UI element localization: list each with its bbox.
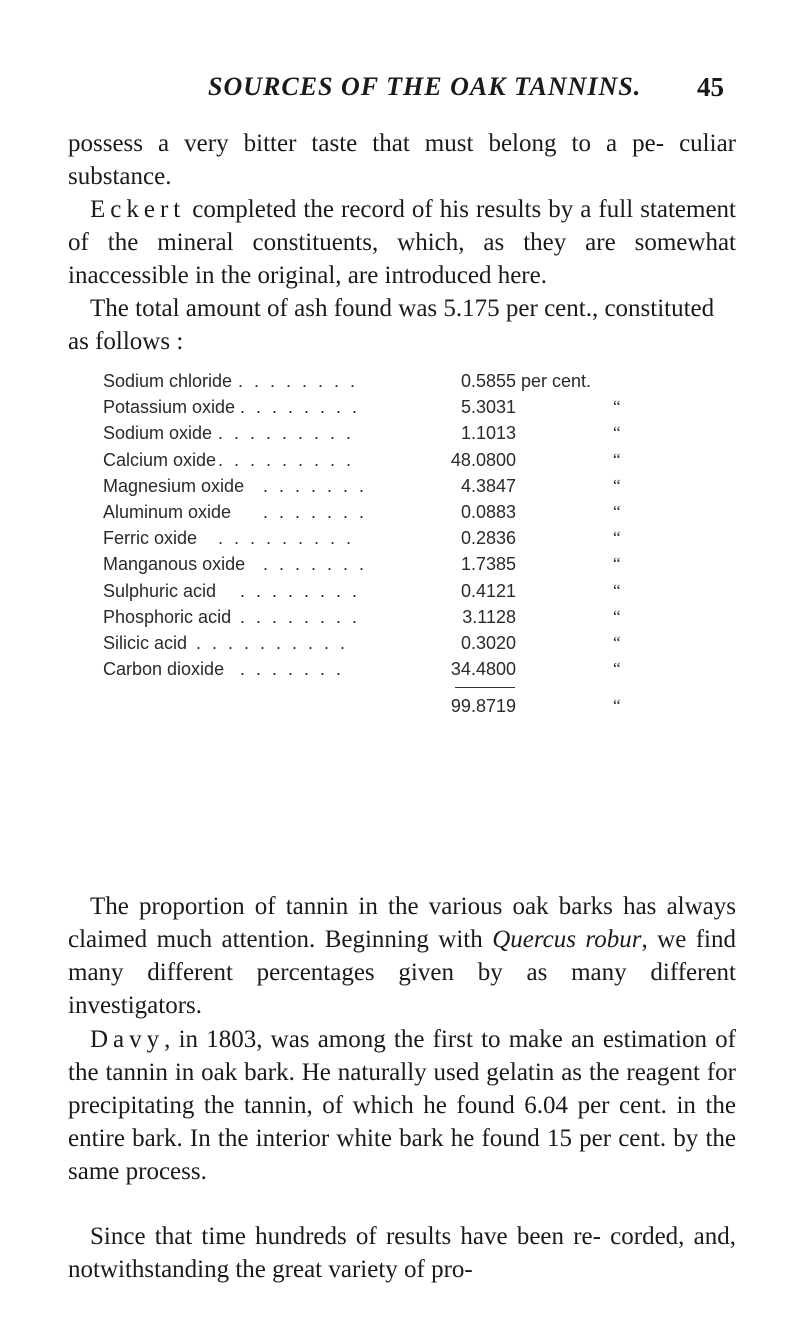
- total-value: 99.8719: [450, 696, 516, 716]
- dot-leader: . . . . . . .: [263, 475, 368, 496]
- unit-label: per cent.: [521, 371, 592, 391]
- dot-leader: . . . . . . . . .: [218, 449, 355, 470]
- table-row: [103, 371, 743, 397]
- ditto-mark: “: [613, 449, 621, 469]
- constituent-value: 5.3031: [460, 397, 516, 418]
- page-number: 45: [697, 72, 724, 102]
- table-row: [103, 659, 743, 685]
- table-row: [103, 633, 743, 659]
- dot-leader: . . . . . . . . .: [218, 423, 355, 444]
- table-row: [103, 528, 743, 554]
- author-name-davy: Davy: [90, 1026, 165, 1053]
- ash-constituents-table: [103, 371, 743, 716]
- ditto-mark: “: [613, 606, 621, 626]
- ditto-mark: “: [613, 659, 621, 679]
- constituent-value: 48.0800: [450, 449, 516, 470]
- table-row: [103, 581, 743, 607]
- constituent-name: Manganous oxide: [103, 554, 246, 575]
- total-row: [103, 696, 743, 722]
- ditto-mark: “: [613, 696, 621, 715]
- page-header: [0, 72, 800, 112]
- ditto-mark: “: [613, 475, 621, 495]
- constituent-value: 0.0883: [460, 501, 516, 522]
- dot-leader: . . . . . . . .: [240, 397, 361, 418]
- table-row: [103, 607, 743, 633]
- table-row: [103, 450, 743, 476]
- paragraph-since-that-time: Since that time hundreds of results have been re- corded, and, notwithstanding the great variety of pro-: [68, 1223, 736, 1283]
- constituent-value: 0.3020: [460, 632, 516, 653]
- running-title: SOURCES OF THE OAK TANNINS.: [208, 72, 642, 101]
- table-row: [103, 502, 743, 528]
- ditto-mark: “: [613, 632, 621, 652]
- constituent-value: 0.5855: [460, 371, 516, 391]
- ditto-mark: “: [613, 501, 621, 521]
- constituent-value: 34.4800: [450, 659, 516, 680]
- paragraph-tannin-proportion: [68, 890, 736, 1022]
- paragraph-davy: [68, 1023, 736, 1188]
- constituent-value: 4.3847: [460, 475, 516, 496]
- constituent-value: 0.2836: [460, 528, 516, 549]
- dot-leader: . . . . . . .: [263, 501, 368, 522]
- paragraph-davy-text: , in 1803, was among the first to make an estimation of the tannin in oak bark. He naturally used gelatin as the reagent for precipitating the tannin, of which he found 6.04 per cent. in the entire bark. In the interior white bark he found 15 per cent. by the same process.: [68, 1026, 736, 1185]
- table-row: [103, 476, 743, 502]
- table-row: [103, 397, 743, 423]
- constituent-name: Phosphoric acid: [103, 606, 232, 627]
- ditto-mark: “: [613, 528, 621, 548]
- dot-leader: . . . . . . .: [263, 554, 368, 575]
- table-row: [103, 554, 743, 580]
- paragraph-bitter-taste: possess a very bitter taste that must belong to a pe- culiar substance.: [68, 130, 736, 190]
- constituent-value: 0.4121: [460, 580, 516, 601]
- paragraph-text: , we find many different percentages given by as many different investigators.: [68, 926, 736, 1019]
- author-name-eckert: Eckert: [90, 196, 186, 223]
- paragraph-text: The proportion of tannin in the various oak barks has always claimed much attention. Beginning with: [68, 893, 736, 953]
- constituent-name: Sulphuric acid: [103, 580, 217, 601]
- dot-leader: . . . . . . . . . .: [196, 632, 349, 653]
- table-row: [103, 423, 743, 449]
- dot-leader: . . . . . . . . .: [218, 528, 355, 549]
- paragraph-eckert-text: completed the record of his results by a full statement of the mineral constituents, which, as they are somewhat inaccessible in the original, are introduced here.: [68, 196, 736, 289]
- constituent-name: Calcium oxide: [103, 449, 217, 470]
- ditto-mark: “: [613, 397, 621, 417]
- constituent-name: Magnesium oxide: [103, 475, 245, 496]
- constituent-value: 3.1128: [462, 606, 516, 627]
- paragraph-total-ash: The total amount of ash found was 5.175 per cent., constituted as follows :: [68, 295, 715, 355]
- dot-leader: . . . . . . .: [240, 659, 345, 680]
- dot-leader: . . . . . . . .: [240, 580, 361, 601]
- constituent-value: 1.1013: [460, 423, 516, 444]
- ditto-mark: “: [613, 580, 621, 600]
- constituent-name: Sodium chloride: [103, 371, 233, 391]
- constituent-name: Silicic acid: [103, 632, 188, 653]
- ditto-mark: “: [613, 423, 621, 443]
- constituent-name: Ferric oxide: [103, 528, 198, 549]
- sum-rule: [455, 687, 515, 688]
- constituent-name: Carbon dioxide: [103, 659, 225, 680]
- species-name: Quercus robur: [492, 926, 642, 953]
- paragraph-eckert: [68, 193, 736, 292]
- dot-leader: . . . . . . . .: [240, 606, 361, 627]
- ditto-mark: “: [613, 554, 621, 574]
- constituent-value: 1.7385: [460, 554, 516, 575]
- constituent-name: Aluminum oxide: [103, 501, 232, 522]
- constituent-name: Potassium oxide: [103, 397, 236, 418]
- constituent-name: Sodium oxide: [103, 423, 213, 444]
- dot-leader: . . . . . . . .: [238, 371, 359, 391]
